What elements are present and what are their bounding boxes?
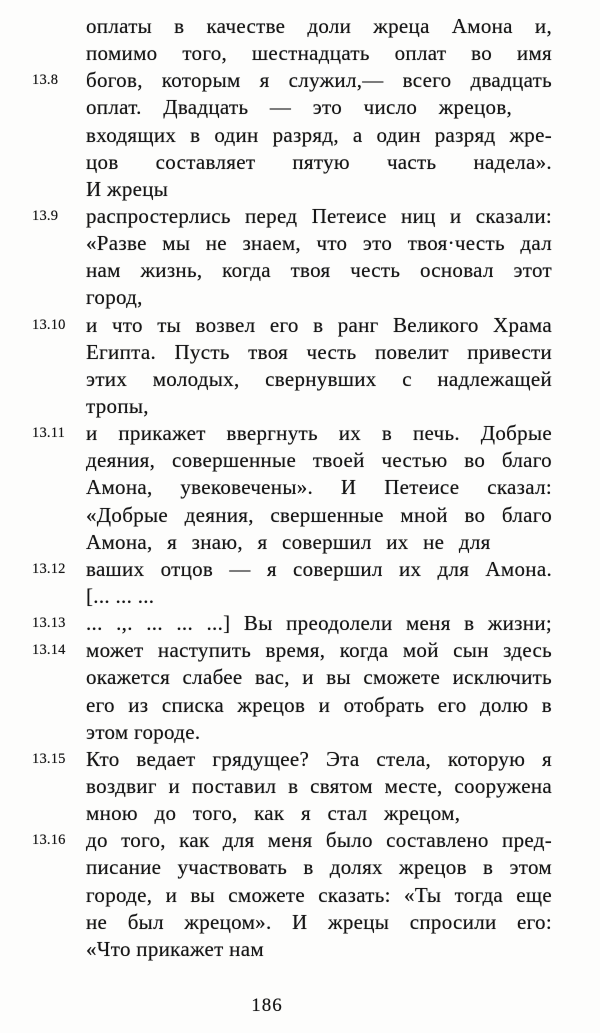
verse-number xyxy=(32,719,74,746)
text-line xyxy=(86,800,552,827)
verse-number xyxy=(32,502,74,529)
verse-number xyxy=(32,366,74,393)
verse-number xyxy=(32,176,74,203)
text-line xyxy=(32,420,552,447)
verse-number xyxy=(32,882,74,909)
verse-number xyxy=(32,529,74,556)
verse-number xyxy=(32,13,74,40)
text-line xyxy=(86,284,552,311)
text-line xyxy=(86,149,552,176)
line-text: «Что прикажет нам xyxy=(86,936,264,961)
text-line xyxy=(86,257,552,284)
line-text: входящих в один разряд, а один разряд жре- xyxy=(86,122,552,147)
line-text: И жрецы xyxy=(86,176,169,201)
verse-number xyxy=(32,773,74,800)
verse-number xyxy=(32,149,74,176)
text-line xyxy=(32,637,552,664)
text-line xyxy=(86,40,552,67)
line-text: оплаты в качестве доли жреца Амона и, xyxy=(86,14,552,38)
text-line xyxy=(86,529,552,556)
line-text: мною до того, как я стал жрецом, xyxy=(86,801,461,826)
text-line xyxy=(32,203,552,230)
text-line xyxy=(86,474,552,501)
verse-number: 13.12 xyxy=(32,560,66,577)
verse-number: 13.15 xyxy=(32,750,66,767)
text-line xyxy=(86,339,552,366)
page-number: 186 xyxy=(251,995,283,1016)
line-text: Кто ведает грядущее? Эта стела, которую я xyxy=(86,746,552,771)
verse-number xyxy=(32,800,74,827)
line-text: богов, которым я служил,— всего двадцать xyxy=(86,68,552,93)
text-block xyxy=(32,13,552,963)
line-text: распростерлись перед Петеисе ниц и сказали: xyxy=(86,203,552,228)
line-text: писание участвовать в долях жрецов в этом xyxy=(86,855,552,880)
line-text: Амона, я знаю, я совершил их не для xyxy=(86,529,491,554)
text-line xyxy=(86,13,552,40)
line-text: и прикажет ввергнуть их в печь. Добрые xyxy=(86,421,552,446)
line-text: оплат. Двадцать — это число жрецов, xyxy=(86,95,513,120)
text-line xyxy=(86,122,552,149)
line-text: до того, как для меня было составлено пред- xyxy=(86,828,552,853)
verse-number: 13.8 xyxy=(32,72,59,89)
text-line xyxy=(86,230,552,257)
verse-number: 13.13 xyxy=(32,615,66,632)
line-text: город, xyxy=(86,285,143,310)
verse-number xyxy=(32,664,74,691)
text-line xyxy=(32,610,552,637)
line-text: может наступить время, когда мой сын здесь xyxy=(86,638,552,663)
verse-number xyxy=(32,474,74,501)
line-text: помимо того, шестнадцать оплат во имя xyxy=(86,41,552,66)
line-text: тропы, xyxy=(86,393,149,418)
text-line xyxy=(86,854,552,881)
line-text: Амона, увековечены». И Петеисе сказал: xyxy=(86,475,552,500)
verse-number xyxy=(32,339,74,366)
verse-number: 13.9 xyxy=(32,207,59,224)
verse-number xyxy=(32,257,74,284)
line-text: городе, и вы сможете сказать: «Ты тогда еще xyxy=(86,882,552,907)
line-text: его из списка жрецов и отобрать его долю в xyxy=(86,692,552,717)
text-line xyxy=(86,882,552,909)
text-line xyxy=(86,447,552,474)
text-line xyxy=(86,909,552,936)
verse-number xyxy=(32,909,74,936)
line-text: этих молодых, свернувших с надлежащей xyxy=(86,366,552,391)
verse-number: 13.14 xyxy=(32,642,66,659)
verse-number xyxy=(32,284,74,311)
text-line xyxy=(86,366,552,393)
line-text: деяния, совершенные твоей честью во благо xyxy=(86,448,552,473)
line-text: и что ты возвел его в ранг Великого Храма xyxy=(86,312,552,337)
verse-number xyxy=(32,230,74,257)
line-text: воздвиг и поставил в святом месте, сооружена xyxy=(86,773,552,798)
text-line xyxy=(86,664,552,691)
text-line xyxy=(86,719,552,746)
verse-number xyxy=(32,447,74,474)
text-line xyxy=(86,176,552,203)
text-line xyxy=(86,94,552,121)
line-text: цов составляет пятую часть надела». xyxy=(86,149,552,174)
line-text: ваших отцов — я совершил их для Амона. xyxy=(86,556,552,581)
verse-number xyxy=(32,583,74,610)
line-text: не был жрецом». И жрецы спросили его: xyxy=(86,909,552,934)
text-line xyxy=(86,502,552,529)
text-line xyxy=(32,312,552,339)
line-text: [... ... ... xyxy=(86,583,155,608)
line-text: «Добрые деяния, свершенные мной во благо xyxy=(86,502,552,527)
line-text: нам жизнь, когда твоя честь основал этот xyxy=(86,258,552,283)
verse-number: 13.10 xyxy=(32,316,66,333)
line-text: этом городе. xyxy=(86,719,201,744)
text-line xyxy=(86,583,552,610)
text-line xyxy=(32,827,552,854)
verse-number xyxy=(32,94,74,121)
verse-number: 13.11 xyxy=(32,425,66,442)
line-text: «Разве мы не знаем, что это твоя·честь дал xyxy=(86,231,552,256)
line-text: окажется слабее вас, и вы сможете исключить xyxy=(86,665,552,690)
text-line xyxy=(86,393,552,420)
text-line xyxy=(86,773,552,800)
text-line xyxy=(32,746,552,773)
verse-number xyxy=(32,936,74,963)
verse-number xyxy=(32,122,74,149)
verse-number xyxy=(32,40,74,67)
text-line xyxy=(86,936,552,963)
text-line xyxy=(86,692,552,719)
verse-number xyxy=(32,854,74,881)
line-text: Египта. Пусть твоя честь повелит привести xyxy=(86,339,552,364)
text-line xyxy=(32,556,552,583)
line-text: ... .,. ... ... ...] Вы преодолели меня в жизни; xyxy=(86,611,552,636)
verse-number: 13.16 xyxy=(32,832,66,849)
verse-number xyxy=(32,692,74,719)
text-line xyxy=(32,67,552,94)
verse-number xyxy=(32,393,74,420)
